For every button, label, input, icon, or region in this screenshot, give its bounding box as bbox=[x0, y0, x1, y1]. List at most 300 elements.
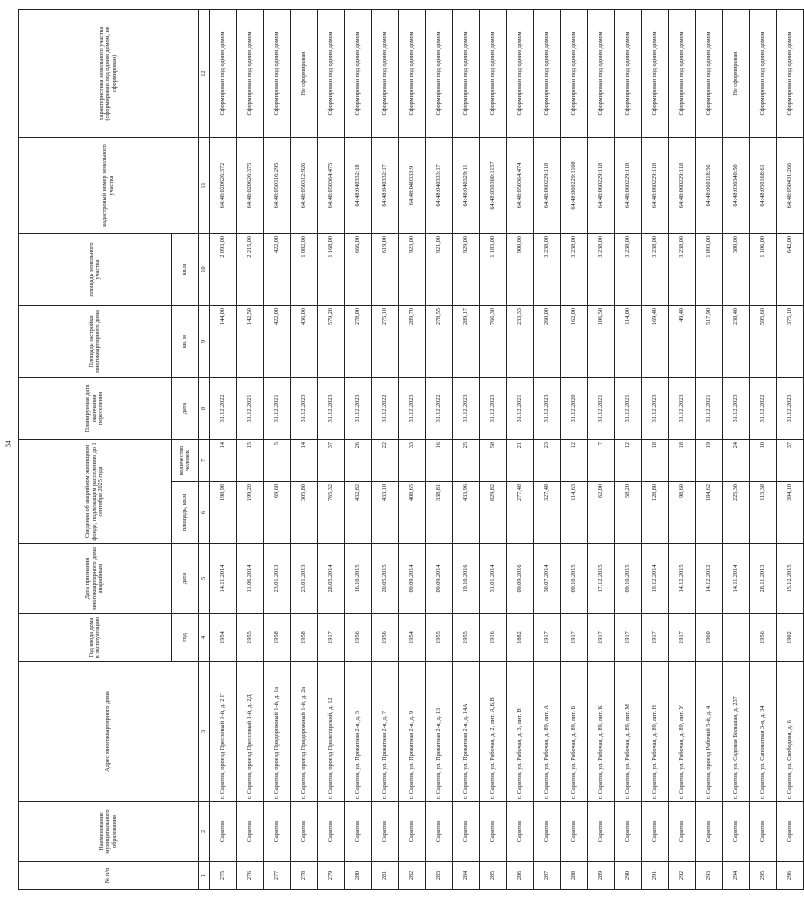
built-area-cell: 422,00 bbox=[264, 306, 291, 378]
row-number: 286 bbox=[507, 862, 534, 890]
cadastral-cell: 64:48:020626:375 bbox=[237, 138, 264, 234]
area-cell: 408,65 bbox=[399, 482, 426, 544]
year-cell: 1956 bbox=[345, 614, 372, 662]
year-cell: 1955 bbox=[426, 614, 453, 662]
municipality-cell: Саратов bbox=[372, 802, 399, 862]
characteristic-cell: Сформирован под одним домом bbox=[507, 10, 534, 138]
table-row bbox=[723, 10, 750, 890]
recognition-date-cell: 19.10.2016 bbox=[453, 544, 480, 614]
characteristic-cell: Сформирован под одним домом bbox=[210, 10, 237, 138]
recognition-date-cell: 09.10.2015 bbox=[561, 544, 588, 614]
land-area-cell: 422,00 bbox=[264, 234, 291, 306]
people-cell: 19 bbox=[696, 440, 723, 482]
land-area-cell: 3 238,00 bbox=[642, 234, 669, 306]
municipality-cell: Саратов bbox=[264, 802, 291, 862]
address-cell: г. Саратов, ул. Рабочая, д. 3, лит. В bbox=[507, 662, 534, 802]
column-number: 6 bbox=[199, 482, 210, 544]
cadastral-cell: 64:48:060229:1108 bbox=[561, 138, 588, 234]
table-row bbox=[453, 10, 480, 890]
year-cell: 1954 bbox=[210, 614, 237, 662]
recognition-date-cell: 23.01.2013 bbox=[264, 544, 291, 614]
municipality-cell: Саратов bbox=[750, 802, 777, 862]
address-cell: г. Саратов, проезд Прессовый 1-й, д. 2Д bbox=[237, 662, 264, 802]
header-municipality: Наименование муниципального образования bbox=[19, 802, 199, 862]
cadastral-cell: 64:48:060229:118 bbox=[669, 138, 696, 234]
plan-date-cell: 31.12.2023 bbox=[291, 378, 318, 440]
year-cell: 1956 bbox=[372, 614, 399, 662]
area-cell: 338,81 bbox=[426, 482, 453, 544]
area-cell: 305,80 bbox=[291, 482, 318, 544]
address-cell: г. Саратов, ул. Рабочая, д. 89, лит. Б bbox=[561, 662, 588, 802]
year-cell: 1917 bbox=[561, 614, 588, 662]
row-number: 285 bbox=[480, 862, 507, 890]
row-number: 291 bbox=[642, 862, 669, 890]
address-cell: г. Саратов, ул. Рабочая, д. 89, лит. М bbox=[615, 662, 642, 802]
built-area-cell: 144,00 bbox=[210, 306, 237, 378]
row-number: 287 bbox=[534, 862, 561, 890]
characteristic-cell: Сформирован под одним домом bbox=[345, 10, 372, 138]
emergency-housing-table bbox=[18, 9, 804, 890]
column-number: 10 bbox=[199, 234, 210, 306]
cadastral-cell: 64:48:050360:1157 bbox=[480, 138, 507, 234]
plan-date-cell: 31.12.2023 bbox=[723, 378, 750, 440]
recognition-date-cell: 09.09.2014 bbox=[426, 544, 453, 614]
address-cell: г. Саратов, ул. Рабочая, д. 89, лит. Н bbox=[642, 662, 669, 802]
cadastral-cell: 64:48:030340:50 bbox=[723, 138, 750, 234]
people-cell: 37 bbox=[318, 440, 345, 482]
address-cell: г. Саратов, проезд Пресзовый 1-й, д. 2 Г bbox=[210, 662, 237, 802]
municipality-cell: Саратов bbox=[642, 802, 669, 862]
table-row bbox=[237, 10, 264, 890]
characteristic-cell: Сформирован под одним домом bbox=[669, 10, 696, 138]
header-cadastral: кадастровый номер земельного участка bbox=[19, 138, 199, 234]
plan-date-cell: 31.12.2023 bbox=[642, 378, 669, 440]
plan-date-cell: 31.12.2021 bbox=[696, 378, 723, 440]
people-cell: 10 bbox=[750, 440, 777, 482]
land-area-cell: 1 168,00 bbox=[318, 234, 345, 306]
column-number: 4 bbox=[199, 614, 210, 662]
land-area-cell: 3 238,00 bbox=[534, 234, 561, 306]
people-cell: 26 bbox=[345, 440, 372, 482]
recognition-date-cell: 11.06.2014 bbox=[237, 544, 264, 614]
row-number: 288 bbox=[561, 862, 588, 890]
header-info-group: Сведения об аварийном жилищном фонде, подлежащем расселению до 1 сентября 2025 года bbox=[19, 440, 172, 544]
header-recognition-date: дата bbox=[172, 544, 199, 614]
characteristic-cell: Сформирован под одним домом bbox=[777, 10, 804, 138]
recognition-date-cell: 17.12.2015 bbox=[588, 544, 615, 614]
table-row bbox=[480, 10, 507, 890]
built-area-cell: 233,33 bbox=[507, 306, 534, 378]
address-cell: г. Саратов, ул. Прокатная 2-я, д. 9 bbox=[399, 662, 426, 802]
year-cell: 1960 bbox=[696, 614, 723, 662]
recognition-date-cell: 20.05.2015 bbox=[372, 544, 399, 614]
area-cell: 327,48 bbox=[534, 482, 561, 544]
plan-date-cell: 31.12.2021 bbox=[507, 378, 534, 440]
row-number: 296 bbox=[777, 862, 804, 890]
land-area-cell: 666,00 bbox=[345, 234, 372, 306]
cadastral-cell: 64:48:040333:17 bbox=[426, 138, 453, 234]
address-cell: г. Саратов, проезд Пролетарский, д. 12 bbox=[318, 662, 345, 802]
address-cell: г. Саратов, ул. Рабочая, д. 89, лит. У bbox=[669, 662, 696, 802]
table-row bbox=[372, 10, 399, 890]
recognition-date-cell: 14.11.2014 bbox=[723, 544, 750, 614]
plan-date-cell: 31.12.2023 bbox=[453, 378, 480, 440]
land-area-cell: 2 215,00 bbox=[237, 234, 264, 306]
municipality-cell: Саратов bbox=[723, 802, 750, 862]
recognition-date-cell: 28.05.2014 bbox=[318, 544, 345, 614]
row-number: 276 bbox=[237, 862, 264, 890]
people-cell: 18 bbox=[669, 440, 696, 482]
recognition-date-cell: 09.09.2014 bbox=[399, 544, 426, 614]
table-row bbox=[264, 10, 291, 890]
people-cell: 23 bbox=[534, 440, 561, 482]
header-year: год bbox=[172, 614, 199, 662]
plan-date-cell: 31.12.2020 bbox=[561, 378, 588, 440]
table-row bbox=[777, 10, 804, 890]
people-cell: 24 bbox=[723, 440, 750, 482]
municipality-cell: Саратов bbox=[507, 802, 534, 862]
header-area: площадь, кв.м bbox=[172, 482, 199, 544]
column-number: 5 bbox=[199, 544, 210, 614]
recognition-date-cell: 30.07.2014 bbox=[534, 544, 561, 614]
municipality-cell: Саратов bbox=[426, 802, 453, 862]
year-cell: 1917 bbox=[642, 614, 669, 662]
municipality-cell: Саратов bbox=[588, 802, 615, 862]
characteristic-cell: Сформирован под одним домом bbox=[453, 10, 480, 138]
column-number: 8 bbox=[199, 378, 210, 440]
area-cell: 199,20 bbox=[237, 482, 264, 544]
municipality-cell: Саратов bbox=[318, 802, 345, 862]
row-number: 278 bbox=[291, 862, 318, 890]
header-land-area-unit: кв.м bbox=[172, 234, 199, 306]
row-number: 283 bbox=[426, 862, 453, 890]
address-cell: г. Саратов, ул. Прокатная 2-я, д. 3 bbox=[345, 662, 372, 802]
cadastral-cell: 64:48:050431:266 bbox=[777, 138, 804, 234]
address-cell: г. Саратов, ул. Прокатная 2-я, д. 7 bbox=[372, 662, 399, 802]
area-cell: 98,60 bbox=[669, 482, 696, 544]
cadastral-cell: 64:48:040329:11 bbox=[453, 138, 480, 234]
municipality-cell: Саратов bbox=[561, 802, 588, 862]
year-cell: 1916 bbox=[480, 614, 507, 662]
table-row bbox=[399, 10, 426, 890]
people-cell: 14 bbox=[210, 440, 237, 482]
row-number: 275 bbox=[210, 862, 237, 890]
land-area-cell: 1 183,00 bbox=[480, 234, 507, 306]
municipality-cell: Саратов bbox=[696, 802, 723, 862]
recognition-date-cell: 23.01.2013 bbox=[291, 544, 318, 614]
year-cell: 1958 bbox=[291, 614, 318, 662]
recognition-date-cell: 31.01.2014 bbox=[480, 544, 507, 614]
land-area-cell: 3 238,00 bbox=[561, 234, 588, 306]
municipality-cell: Саратов bbox=[669, 802, 696, 862]
table-row bbox=[318, 10, 345, 890]
characteristic-cell: Сформирован под одним домом bbox=[372, 10, 399, 138]
land-area-cell: 3 238,00 bbox=[669, 234, 696, 306]
land-area-cell: 929,00 bbox=[453, 234, 480, 306]
year-cell: 1917 bbox=[534, 614, 561, 662]
municipality-cell: Саратов bbox=[237, 802, 264, 862]
area-cell: 69,60 bbox=[264, 482, 291, 544]
built-area-cell: 517,90 bbox=[696, 306, 723, 378]
people-cell: 7 bbox=[588, 440, 615, 482]
built-area-cell: 162,00 bbox=[561, 306, 588, 378]
plan-date-cell: 31.12.2023 bbox=[480, 378, 507, 440]
header-land-area-group: площадь земельного участка bbox=[19, 234, 172, 306]
characteristic-cell: Сформирован под одним домом bbox=[480, 10, 507, 138]
plan-date-cell: 31.12.2022 bbox=[210, 378, 237, 440]
table-row bbox=[615, 10, 642, 890]
characteristic-cell: Сформирован под одним домом bbox=[696, 10, 723, 138]
cadastral-cell: 64:48:050312:926 bbox=[291, 138, 318, 234]
municipality-cell: Саратов bbox=[777, 802, 804, 862]
cadastral-cell: 64:48:050168:61 bbox=[750, 138, 777, 234]
area-cell: 58,20 bbox=[615, 482, 642, 544]
land-area-cell: 642,00 bbox=[777, 234, 804, 306]
built-area-cell: 766,30 bbox=[480, 306, 507, 378]
plan-date-cell: 31.12.2023 bbox=[345, 378, 372, 440]
address-cell: г. Саратов, ул. Прокатная 2-я, д. 14А bbox=[453, 662, 480, 802]
header-built-area-unit: кв. м bbox=[172, 306, 199, 378]
people-cell: 16 bbox=[426, 440, 453, 482]
characteristic-cell: Сформирован под одним домом bbox=[237, 10, 264, 138]
characteristic-cell: Не сформирован bbox=[723, 10, 750, 138]
built-area-cell: 289,70 bbox=[399, 306, 426, 378]
column-number: 1 bbox=[199, 862, 210, 890]
row-number: 277 bbox=[264, 862, 291, 890]
cadastral-cell: 64:48:060229:118 bbox=[642, 138, 669, 234]
area-cell: 128,80 bbox=[642, 482, 669, 544]
built-area-cell: 142,50 bbox=[237, 306, 264, 378]
plan-date-cell: 31.12.2022 bbox=[750, 378, 777, 440]
year-cell: 1917 bbox=[615, 614, 642, 662]
built-area-cell: 114,00 bbox=[615, 306, 642, 378]
cadastral-cell: 64:48:050364:474 bbox=[507, 138, 534, 234]
page-number: 34 bbox=[4, 440, 13, 448]
plan-date-cell: 31.12.2023 bbox=[399, 378, 426, 440]
area-cell: 432,82 bbox=[345, 482, 372, 544]
cadastral-cell: 64:48:040333:9 bbox=[399, 138, 426, 234]
built-area-cell: 238,40 bbox=[723, 306, 750, 378]
header-plan-date: дата bbox=[172, 378, 199, 440]
municipality-cell: Саратов bbox=[399, 802, 426, 862]
land-area-cell: 1 093,00 bbox=[696, 234, 723, 306]
header-address: Адрес многоквартирного дома bbox=[19, 662, 199, 802]
address-cell: г. Саратов, ул. Рабочая, д. 2, лит. А,Б,В bbox=[480, 662, 507, 802]
land-area-cell: 3 238,00 bbox=[615, 234, 642, 306]
table-row bbox=[588, 10, 615, 890]
plan-date-cell: 31.12.2023 bbox=[318, 378, 345, 440]
built-area-cell: 106,50 bbox=[588, 306, 615, 378]
built-area-cell: 169,40 bbox=[642, 306, 669, 378]
plan-date-cell: 31.12.2021 bbox=[588, 378, 615, 440]
column-number: 3 bbox=[199, 662, 210, 802]
header-built-area-group: Площадь застройки многоквартирного дома bbox=[19, 306, 172, 378]
characteristic-cell: Сформирован под одним домом bbox=[534, 10, 561, 138]
recognition-date-cell: 14.11.2014 bbox=[210, 544, 237, 614]
year-cell: 1958 bbox=[264, 614, 291, 662]
table-row bbox=[669, 10, 696, 890]
row-number: 284 bbox=[453, 862, 480, 890]
row-number: 295 bbox=[750, 862, 777, 890]
land-area-cell: 619,00 bbox=[372, 234, 399, 306]
cadastral-cell: 64:48:020626:372 bbox=[210, 138, 237, 234]
table-row bbox=[642, 10, 669, 890]
row-number: 281 bbox=[372, 862, 399, 890]
cadastral-cell: 64:48:040332:17 bbox=[372, 138, 399, 234]
header-year-group: Год ввода дома в эксплуатацию bbox=[19, 614, 172, 662]
built-area-cell: 278,55 bbox=[426, 306, 453, 378]
column-number: 11 bbox=[199, 138, 210, 234]
land-area-cell: 380,00 bbox=[723, 234, 750, 306]
table-row bbox=[696, 10, 723, 890]
characteristic-cell: Сформирован под одним домом bbox=[399, 10, 426, 138]
plan-date-cell: 31.12.2023 bbox=[534, 378, 561, 440]
column-number: 7 bbox=[199, 440, 210, 482]
recognition-date-cell: 16.10.2015 bbox=[345, 544, 372, 614]
table-body bbox=[210, 10, 804, 890]
plan-date-cell: 31.12.2022 bbox=[426, 378, 453, 440]
year-cell: 1882 bbox=[507, 614, 534, 662]
municipality-cell: Саратов bbox=[210, 802, 237, 862]
address-cell: г. Саратов, проезд Придорожный 1-й, д. 2а bbox=[291, 662, 318, 802]
year-cell: 1955 bbox=[237, 614, 264, 662]
year-cell: 1917 bbox=[318, 614, 345, 662]
table-row bbox=[750, 10, 777, 890]
row-number: 280 bbox=[345, 862, 372, 890]
built-area-cell: 579,20 bbox=[318, 306, 345, 378]
built-area-cell: 49,40 bbox=[669, 306, 696, 378]
row-number: 282 bbox=[399, 862, 426, 890]
area-cell: 198,98 bbox=[210, 482, 237, 544]
year-cell: 1954 bbox=[399, 614, 426, 662]
address-cell: г. Саратов, ул. Рабочая, д. 89, лит. А bbox=[534, 662, 561, 802]
table-row bbox=[426, 10, 453, 890]
municipality-cell: Саратов bbox=[345, 802, 372, 862]
row-number: 292 bbox=[669, 862, 696, 890]
cadastral-cell: 64:48:040332:18 bbox=[345, 138, 372, 234]
recognition-date-cell: 14.12.2012 bbox=[696, 544, 723, 614]
address-cell: г. Саратов, проезд Рабочий 5-й, д. 4 bbox=[696, 662, 723, 802]
table-row bbox=[345, 10, 372, 890]
table-row bbox=[561, 10, 588, 890]
people-cell: 15 bbox=[237, 440, 264, 482]
people-cell: 58 bbox=[480, 440, 507, 482]
cadastral-cell: 64:48:050316:295 bbox=[264, 138, 291, 234]
built-area-cell: 436,00 bbox=[291, 306, 318, 378]
area-cell: 114,63 bbox=[561, 482, 588, 544]
plan-date-cell: 31.12.2023 bbox=[669, 378, 696, 440]
row-number: 293 bbox=[696, 862, 723, 890]
land-area-cell: 1 082,00 bbox=[291, 234, 318, 306]
cadastral-cell: 64:48:060118:56 bbox=[696, 138, 723, 234]
characteristic-cell: Сформирован под одним домом bbox=[561, 10, 588, 138]
characteristic-cell: Сформирован под одним домом bbox=[615, 10, 642, 138]
land-area-cell: 1 106,00 bbox=[750, 234, 777, 306]
area-cell: 829,82 bbox=[480, 482, 507, 544]
people-cell: 12 bbox=[561, 440, 588, 482]
municipality-cell: Саратов bbox=[453, 802, 480, 862]
address-cell: г. Саратов, ул. Садовая Большая, д. 237 bbox=[723, 662, 750, 802]
land-area-cell: 923,00 bbox=[399, 234, 426, 306]
address-cell: г. Саратов, проезд Придорожный 1-й, д. 1а bbox=[264, 662, 291, 802]
characteristic-cell: Сформирован под одним домом bbox=[264, 10, 291, 138]
header-characteristic: характеристика земельного участка (сформирован под одним домом, не сформирован) bbox=[19, 10, 199, 138]
characteristic-cell: Сформирован под одним домом bbox=[750, 10, 777, 138]
municipality-cell: Саратов bbox=[291, 802, 318, 862]
header-recognition-group: Дата признания многоквартирного дома аварийным bbox=[19, 544, 172, 614]
built-area-cell: 289,17 bbox=[453, 306, 480, 378]
column-number: 12 bbox=[199, 10, 210, 138]
cadastral-cell: 64:48:060229:118 bbox=[534, 138, 561, 234]
address-cell: г. Саратов, ул. Прокатная 2-я, д. 13 bbox=[426, 662, 453, 802]
recognition-date-cell: 14.12.2015 bbox=[669, 544, 696, 614]
table-row bbox=[507, 10, 534, 890]
header-people: количество человек bbox=[172, 440, 199, 482]
recognition-date-cell: 09.10.2015 bbox=[615, 544, 642, 614]
municipality-cell: Саратов bbox=[480, 802, 507, 862]
cadastral-cell: 64:48:060229:118 bbox=[588, 138, 615, 234]
people-cell: 12 bbox=[615, 440, 642, 482]
row-number: 289 bbox=[588, 862, 615, 890]
land-area-cell: 921,00 bbox=[426, 234, 453, 306]
row-number: 294 bbox=[723, 862, 750, 890]
cadastral-cell: 64:48:050364:475 bbox=[318, 138, 345, 234]
plan-date-cell: 31.12.2023 bbox=[777, 378, 804, 440]
municipality-cell: Саратов bbox=[534, 802, 561, 862]
recognition-date-cell: 19.12.2014 bbox=[642, 544, 669, 614]
address-cell: г. Саратов, ул. Свободная, д. 6 bbox=[777, 662, 804, 802]
people-cell: 18 bbox=[642, 440, 669, 482]
characteristic-cell: Сформирован под одним домом bbox=[588, 10, 615, 138]
area-cell: 433,10 bbox=[372, 482, 399, 544]
people-cell: 22 bbox=[372, 440, 399, 482]
table-row bbox=[534, 10, 561, 890]
characteristic-cell: Сформирован под одним домом bbox=[642, 10, 669, 138]
built-area-cell: 595,60 bbox=[750, 306, 777, 378]
people-cell: 14 bbox=[291, 440, 318, 482]
people-cell: 33 bbox=[399, 440, 426, 482]
people-cell: 5 bbox=[264, 440, 291, 482]
year-cell: 1902 bbox=[777, 614, 804, 662]
characteristic-cell: Не сформирован bbox=[291, 10, 318, 138]
area-cell: 113,38 bbox=[750, 482, 777, 544]
year-cell: 1917 bbox=[588, 614, 615, 662]
table-row bbox=[210, 10, 237, 890]
row-number: 290 bbox=[615, 862, 642, 890]
year-cell: 1917 bbox=[669, 614, 696, 662]
column-number: 9 bbox=[199, 306, 210, 378]
people-cell: 21 bbox=[507, 440, 534, 482]
year-cell: 1955 bbox=[453, 614, 480, 662]
characteristic-cell: Сформирован под одним домом bbox=[426, 10, 453, 138]
address-cell: г. Саратов, ул. Рабочая, д. 89, лит. К bbox=[588, 662, 615, 802]
recognition-date-cell: 28.11.2013 bbox=[750, 544, 777, 614]
recognition-date-cell: 09.09.2016 bbox=[507, 544, 534, 614]
plan-date-cell: 31.12.2021 bbox=[237, 378, 264, 440]
land-area-cell: 900,00 bbox=[507, 234, 534, 306]
year-cell bbox=[723, 614, 750, 662]
area-cell: 225,30 bbox=[723, 482, 750, 544]
area-cell: 394,10 bbox=[777, 482, 804, 544]
area-cell: 765,32 bbox=[318, 482, 345, 544]
area-cell: 277,48 bbox=[507, 482, 534, 544]
built-area-cell: 278,00 bbox=[345, 306, 372, 378]
year-cell: 1956 bbox=[750, 614, 777, 662]
cadastral-cell: 64:48:060229:118 bbox=[615, 138, 642, 234]
address-cell: г. Саратов, ул. Саповатная 3-я, д. 34 bbox=[750, 662, 777, 802]
plan-date-cell: 31.12.2021 bbox=[264, 378, 291, 440]
rotated-page bbox=[18, 10, 793, 890]
